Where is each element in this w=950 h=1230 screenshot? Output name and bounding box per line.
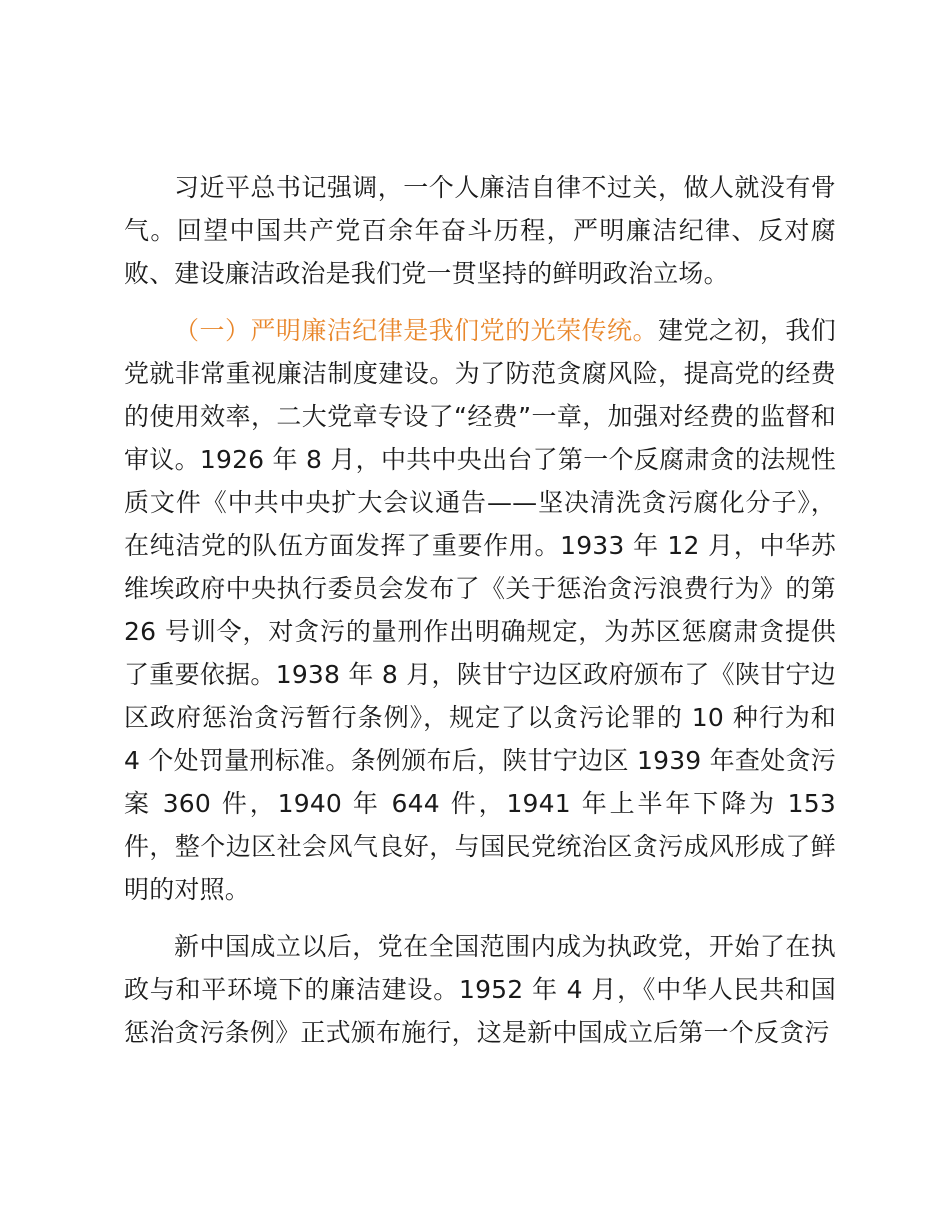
document-page <box>124 166 836 1054</box>
paragraph-intro: 习近平总书记强调，一个人廉洁自律不过关，做人就没有骨气。回望中国共产党百余年奋斗历程，严明廉洁纪律、反对腐败、建设廉洁政治是我们党一贯坚持的鲜明政治立场。 <box>124 173 836 288</box>
section-body: 建党之初，我们党就非常重视廉洁制度建设。为了防范贪腐风险，提高党的经费的使用效率，二大党章专设了“经费”一章，加强对经费的监督和审议。1926 年 8 月，中共中央出台了第一个反腐肃贪的法规性质文件《中共中央扩大会议通告——坚决清洗贪污腐化分子》，在纯洁党的队伍方面发挥了重要作用。1933 年 12 月，中华苏维埃政府中央执行委员会发布了《关于惩治贪污浪费行为》的第 26 号训令，对贪污的量刑作出明确规定，为苏区惩腐肃贪提供了重要依据。1938 年 8 月，陕甘宁边区政府颁布了《陕甘宁边区政府惩治贪污暂行条例》，规定了以贪污论罪的 10 种行为和 4 个处罚量刑标准。条例颁布后，陕甘宁边区 1939 年查处贪污案 360 件，1940 年 644 件，1941 年上半年下降为 153 件，整个边区社会风气良好，与国民党统治区贪污成风形成了鲜明的对照。 <box>124 316 836 904</box>
paragraph-new-china: 新中国成立以后，党在全国范围内成为执政党，开始了在执政与和平环境下的廉洁建设。1952 年 4 月，《中华人民共和国惩治贪污条例》正式颁布施行，这是新中国成立后第一个反贪污 <box>124 932 836 1047</box>
paragraph-section-one <box>124 309 836 911</box>
section-heading: （一）严明廉洁纪律是我们党的光荣传统。 <box>174 316 658 345</box>
